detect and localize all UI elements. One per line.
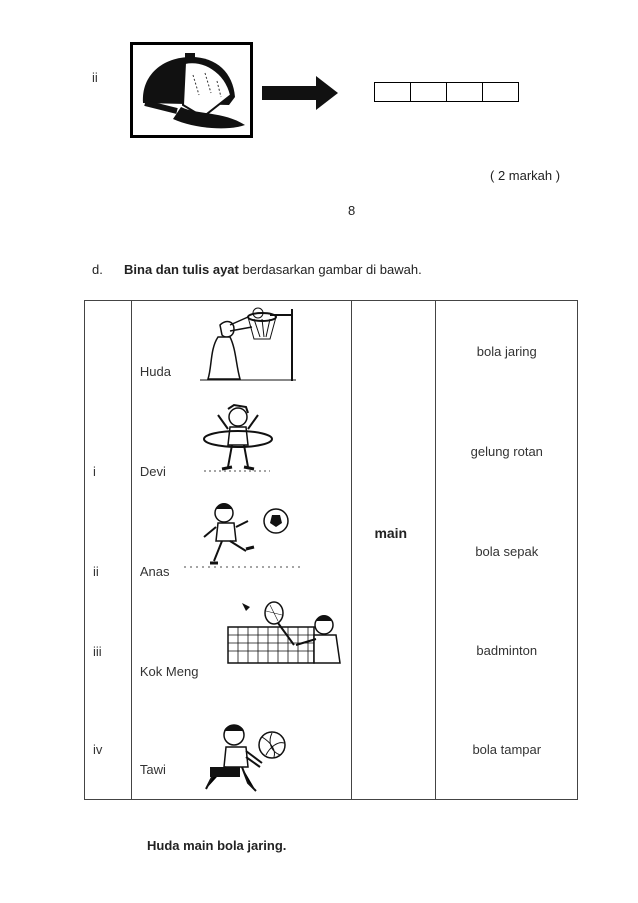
exercise-table xyxy=(84,300,578,800)
marks-label: ( 2 markah ) xyxy=(490,168,561,183)
letter-box[interactable] xyxy=(410,82,447,102)
names-column xyxy=(131,301,352,800)
letter-box[interactable] xyxy=(374,82,411,102)
roman-column xyxy=(85,301,132,800)
option-item: bola jaring xyxy=(476,344,537,359)
example-answer: Huda main bola jaring. xyxy=(147,838,287,853)
volleyball-icon xyxy=(196,721,306,795)
verb-column xyxy=(352,301,436,800)
row-roman: i xyxy=(93,464,96,479)
name-label: Kok Meng xyxy=(139,664,199,679)
verb-word: main xyxy=(374,525,408,541)
options-column xyxy=(436,301,578,800)
option-item: bola tampar xyxy=(472,742,542,757)
row-roman: iii xyxy=(93,644,102,659)
option-item: bola sepak xyxy=(475,544,539,559)
option-item: gelung rotan xyxy=(470,444,543,459)
hula-hoop-icon xyxy=(194,401,280,475)
page-number: 8 xyxy=(348,203,356,218)
instruction-rest: berdasarkan gambar di bawah. xyxy=(238,262,422,277)
arrow-right-icon xyxy=(262,76,338,110)
badminton-icon xyxy=(224,601,346,667)
football-icon xyxy=(184,499,300,571)
instruction-bold: Bina dan tulis ayat xyxy=(124,262,239,277)
row-roman: ii xyxy=(93,564,99,579)
question-number: ii xyxy=(92,70,98,85)
section-instruction xyxy=(124,262,422,277)
name-label: Devi xyxy=(139,464,166,479)
name-label: Huda xyxy=(139,364,171,379)
cap-icon xyxy=(133,45,250,135)
name-label: Anas xyxy=(139,564,170,579)
letter-box[interactable] xyxy=(482,82,519,102)
answer-letter-boxes[interactable] xyxy=(375,82,519,102)
row-roman: iv xyxy=(93,742,103,757)
option-item: badminton xyxy=(476,643,538,658)
letter-box[interactable] xyxy=(446,82,483,102)
cap-image-frame xyxy=(130,42,253,138)
netball-icon xyxy=(200,305,296,381)
section-label: d. xyxy=(92,262,103,277)
name-label: Tawi xyxy=(139,762,166,777)
